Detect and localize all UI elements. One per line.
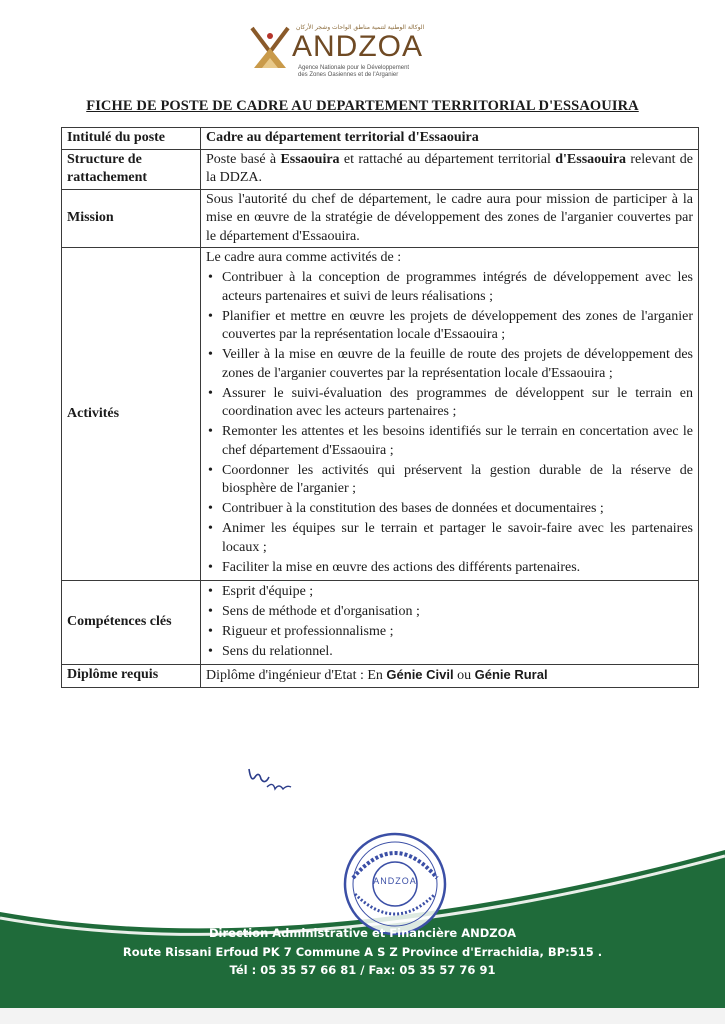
list-item: • Contribuer à la constitution des bases de données et documentaires ; — [206, 500, 693, 519]
andzoa-logo — [248, 20, 425, 80]
row-intitule — [62, 128, 699, 150]
activites-intro: Le cadre aura comme activités de : — [206, 250, 402, 265]
official-stamp — [339, 828, 451, 940]
logo-brand: ANDZOA — [292, 30, 424, 63]
row-structure — [62, 149, 699, 189]
label-diplome: Diplôme requis — [62, 665, 201, 688]
list-item: • Sens de méthode et d'organisation ; — [206, 603, 693, 622]
label-mission: Mission — [62, 189, 201, 248]
list-item: • Faciliter la mise en œuvre des actions des différents partenaires. — [206, 559, 693, 578]
value-diplome: Diplôme d'ingénieur d'Etat : En Génie Civil ou Génie Rural — [201, 665, 699, 688]
label-competences: Compétences clés — [62, 580, 201, 665]
row-competences — [62, 580, 699, 665]
list-item: • Remonter les attentes et les besoins identifiés sur le terrain en concertation avec le chef département d'Essaouira ; — [206, 423, 693, 460]
list-item: • Animer les équipes sur le terrain et partager le savoir-faire avec les partenaires locaux ; — [206, 520, 693, 557]
list-item: • Esprit d'équipe ; — [206, 583, 693, 602]
logo-arabic-text: الوكالة الوطنية لتنمية مناطق الواحات وشجر الأركان — [296, 24, 425, 31]
label-intitule: Intitulé du poste — [62, 128, 201, 150]
value-structure: Poste basé à Essaouira et rattaché au département territorial d'Essaouira relevant de la DDZA. — [201, 149, 699, 189]
footer-direction: Direction Administrative et Financière ANDZOA — [208, 926, 517, 940]
logo-tagline: Agence Nationale pour le Développement des Zones Oasiennes et de l'Arganier — [298, 65, 410, 78]
value-intitule: Cadre au département territorial d'Essaouira — [201, 128, 699, 150]
job-sheet-table — [61, 127, 699, 688]
value-competences — [201, 580, 699, 665]
stamp-text: ANDZOA — [373, 876, 417, 886]
signature-icon — [245, 765, 305, 795]
footer-contact: Tél : 05 35 57 66 81 / Fax: 05 35 57 76 91 — [229, 963, 496, 977]
value-activites — [201, 248, 699, 581]
label-activites: Activités — [62, 248, 201, 581]
argan-logo-icon — [248, 22, 292, 72]
footer-address: Route Rissani Erfoud PK 7 Commune A S Z Province d'Errachidia, BP:515 . — [122, 945, 603, 959]
document-title: FICHE DE POSTE DE CADRE AU DEPARTEMENT TERRITORIAL D'ESSAOUIRA — [86, 98, 639, 114]
list-item: • Planifier et mettre en œuvre les projets de développement des zones de l'arganier couvertes par la représentation locale d'Essaouira ; — [206, 308, 693, 345]
activites-list — [206, 269, 693, 577]
label-structure: Structure de rattachement — [62, 149, 201, 189]
row-diplome — [62, 665, 699, 688]
list-item: • Rigueur et professionnalisme ; — [206, 623, 693, 642]
value-mission: Sous l'autorité du chef de département, le cadre aura pour mission de participer à la mise en œuvre de la stratégie de développement des zones de l'arganier couvertes par le département d'Essaouira. — [201, 189, 699, 248]
row-activites — [62, 248, 699, 581]
row-mission — [62, 189, 699, 248]
list-item: • Contribuer à la conception de programmes intégrés de développement avec les acteurs partenaires et suivi de leurs réalisations ; — [206, 269, 693, 306]
list-item: • Veiller à la mise en œuvre de la feuille de route des projets de développement des zones de l'arganier couvertes par la représentation locale d'Essaouira ; — [206, 346, 693, 383]
list-item: • Sens du relationnel. — [206, 643, 693, 662]
competences-list — [206, 583, 693, 662]
list-item: • Assurer le suivi-évaluation des programmes de développent sur le terrain en coordination avec les acteurs partenaires ; — [206, 385, 693, 422]
list-item: • Coordonner les activités qui préservent la gestion durable de la réserve de biosphère de l'arganier ; — [206, 462, 693, 499]
